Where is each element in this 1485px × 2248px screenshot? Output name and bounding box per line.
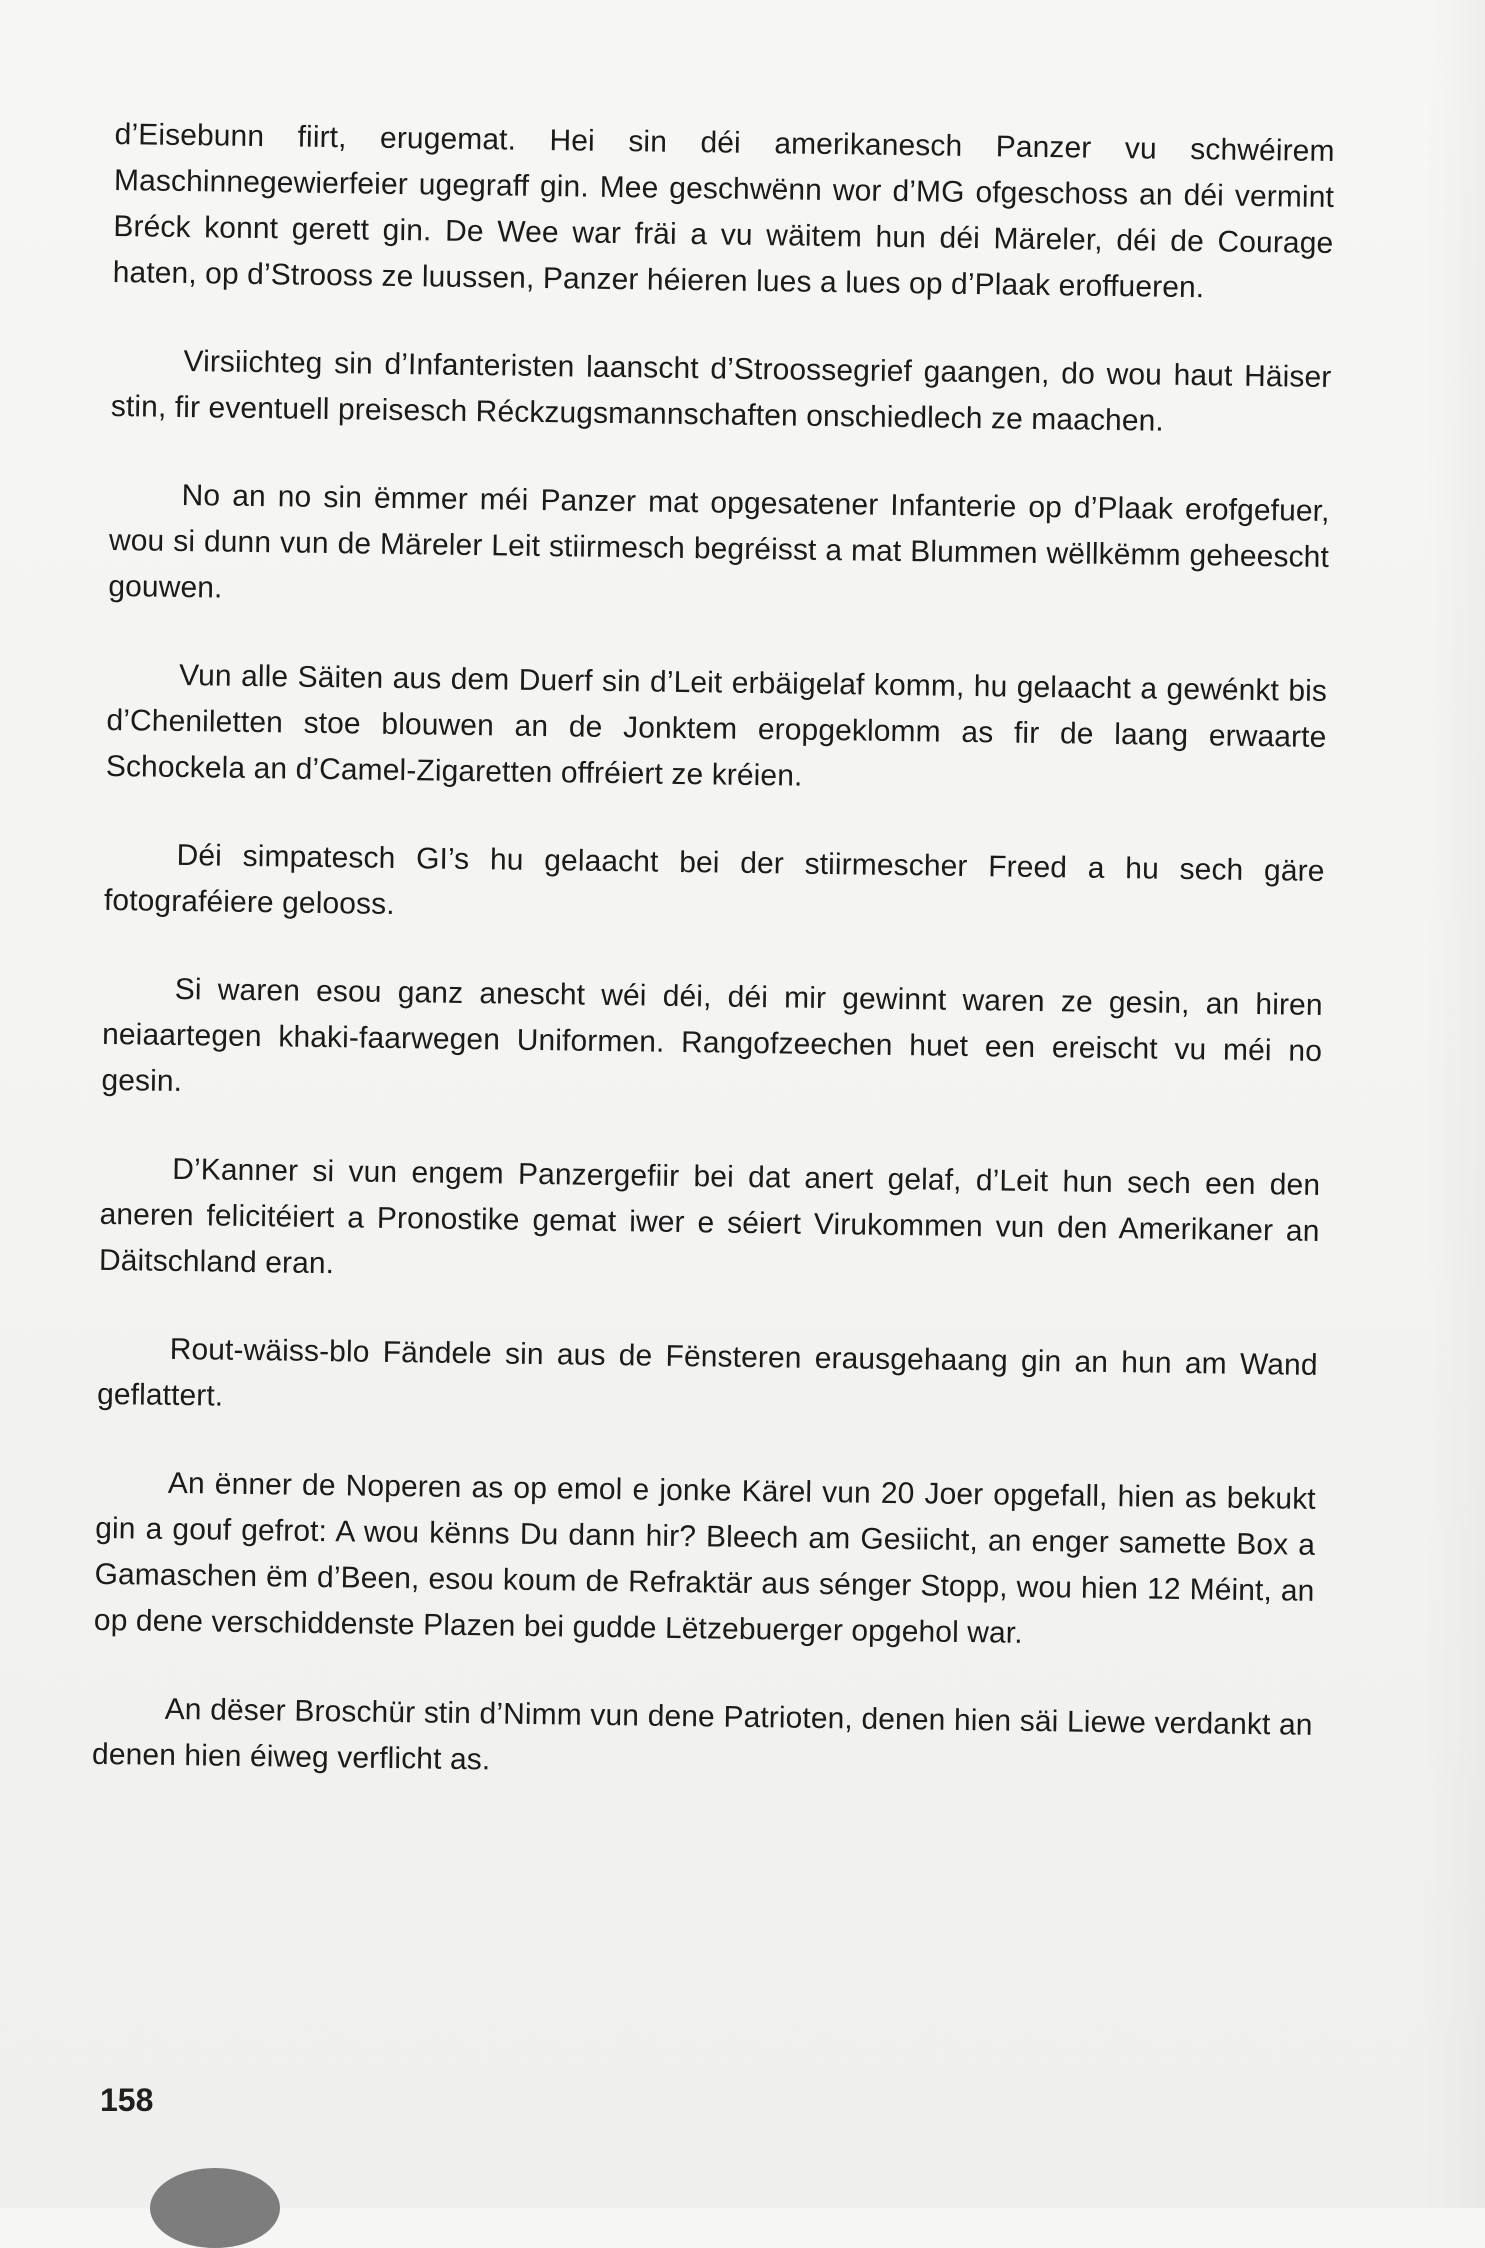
paragraph-9: An ënner de Noperen as op emol e jonke Kärel vun 20 Joer opgefall, hien as bekukt gin a gouf gefrot: A wou kënns Du dann hir? Bleech am Gesiicht, an enger samette Box a Gamaschen ëm d’Been, esou koum de Refraktär aus sénger Stopp, wou hien 12 Méint, an op dene verschiddenste Plazen bei gudde Lëtzebuerger opgehol war.	[93, 1466, 1316, 1650]
paragraph-8: Rout-wäiss-blo Fändele sin aus de Fënsteren erausgehaang gin an hun am Wand geflattert.	[96, 1332, 1318, 1413]
page-number: 158	[100, 2082, 154, 2118]
paragraph-3: No an no sin ëmmer méi Panzer mat opgesatener Infanterie op d’Plaak erofgefuer, wou si dunn vun de Märeler Leit stiirmesch begréisst a mat Blummen wëllkëmm geheescht gouwen.	[108, 478, 1330, 605]
paragraph-1: d’Eisebunn fiirt, erugemat. Hei sin déi amerikanesch Panzer vu schwéirem Maschinnegewierfeier ugegraff gin. Mee geschwënn wor d’MG ofgeschoss an déi vermint Bréck konnt gerett gin. De Wee war fräi a vu wäitem hun déi Märeler, déi de Courage haten, op d’Strooss ze luussen, Panzer héieren lues a lues op d’Plaak eroffueren.	[112, 117, 1335, 305]
paragraph-4: Vun alle Säiten aus dem Duerf sin d’Leit erbäigelaf komm, hu gelaacht a gewénkt bis d’Cheniletten stoe blouwen an de Jonktem eropgeklomm as fir de laang erwaarte Schockela an d’Camel-Zigaretten offréiert ze kréien.	[105, 658, 1328, 793]
paragraph-6: Si waren esou ganz anescht wéi déi, déi mir gewinnt waren ze gesin, an hiren neiaartegen khaki-faarwegen Uniformen. Rangofzeechen huet een ereischt vu méi no gesin.	[101, 972, 1323, 1099]
paragraph-2: Virsiichteg sin d’Infanteristen laanscht d’Stroossegrief gaangen, do wou haut Häiser stin, fir eventuell preisesch Réckzugsmannschaften onschiedlech ze maachen.	[110, 344, 1332, 438]
paragraph-5: Déi simpatesch GI’s hu gelaacht bei der stiirmescher Freed a hu sech gäre fotograféiere gelooss.	[103, 838, 1325, 921]
body-text	[91, 112, 1335, 1837]
page-edge-shadow	[1425, 0, 1485, 2208]
thumb-shadow	[150, 2168, 280, 2248]
paragraph-7: D’Kanner si vun engem Panzergefiir bei dat anert gelaf, d’Leit hun sech een den aneren felicitéiert a Pronostike gemat iwer e séiert Virukommen vun den Amerikaner an Däitschland eran.	[98, 1152, 1321, 1281]
paragraph-10: An dëser Broschür stin d’Nimm vun dene Patrioten, denen hien säi Liewe verdankt an denen hien éiweg verflicht as.	[91, 1692, 1313, 1777]
